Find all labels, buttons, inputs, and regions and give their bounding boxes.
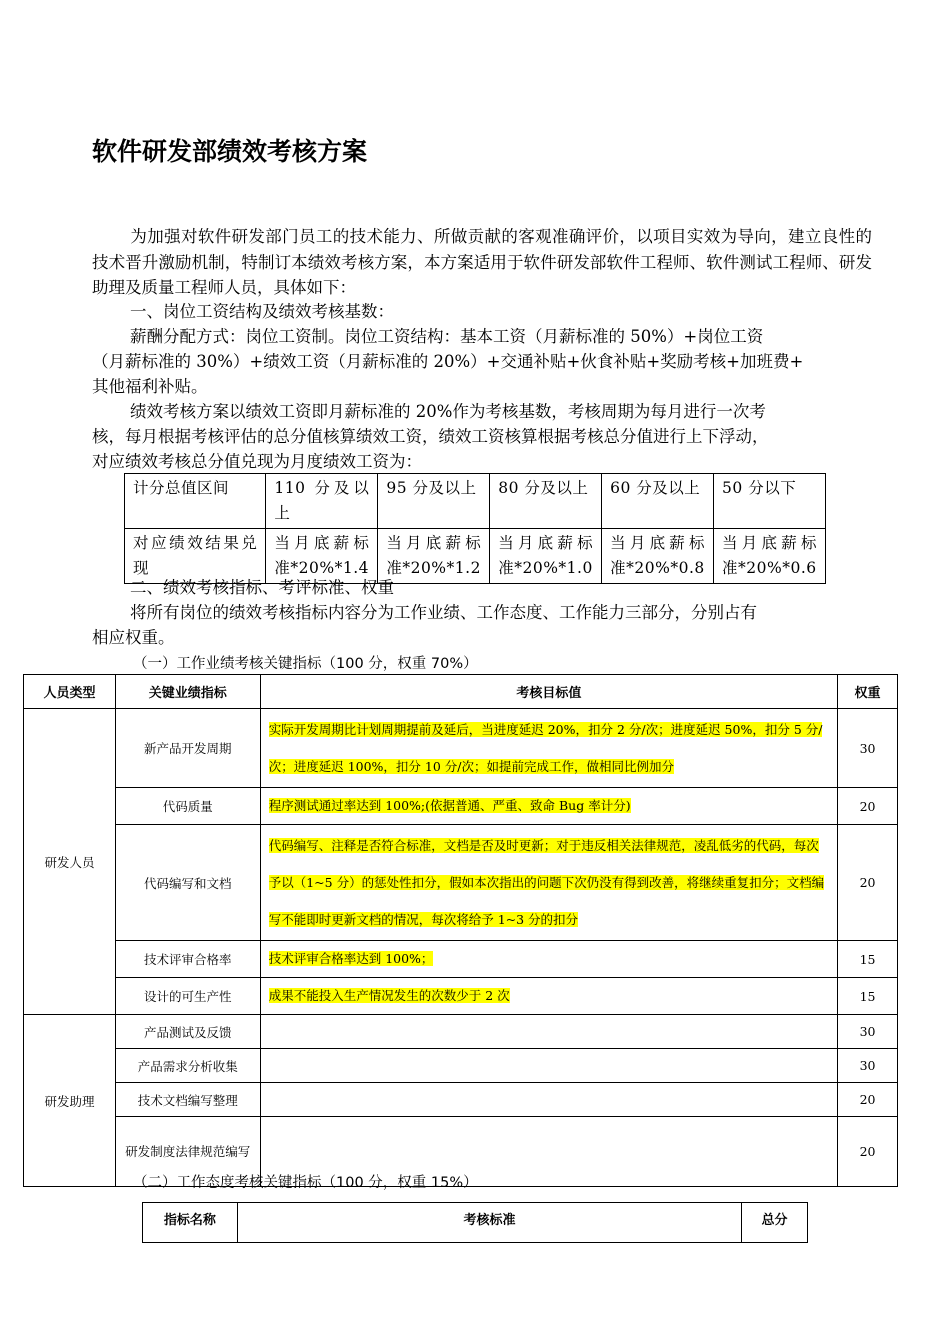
target-cell: 代码编写、注释是否符合标准，文档是否及时更新；对于违反相关法律规范，凌乱低劣的代码，每次予以（1~5 分）的惩处性扣分，假如本次指出的问题下次仍没有得到改善，将继续重复扣分；文档编写不能即时更新文档的情况，每次将给予 1~3 分的扣分 <box>260 825 837 941</box>
base-line-1: 绩效考核方案以绩效工资即月薪标准的 20%作为考核基数，考核周期为每月进行一次考 <box>130 402 766 421</box>
table-row <box>24 825 898 941</box>
split-line-2: 相应权重。 <box>92 628 175 647</box>
weight-cell: 20 <box>838 788 898 825</box>
base-line-3: 对应绩效考核总分值兑现为月度绩效工资为： <box>92 452 422 471</box>
row-label: 计分总值区间 <box>125 474 266 529</box>
table-row <box>24 709 898 788</box>
subsection-2-heading: （二）工作态度考核关键指标（100 分，权重 15%） <box>133 1175 478 1191</box>
score-range-cell: 110 分及以上 <box>266 474 378 529</box>
target-cell: 实际开发周期比计划周期提前及延后，当进度延迟 20%，扣分 2 分/次；进度延迟 50%，扣分 5 分/次；进度延迟 100%，扣分 10 分/次；如提前完成工作，做相同比例加分 <box>260 709 837 788</box>
weight-cell: 30 <box>838 1049 898 1083</box>
header-cell: 总分 <box>742 1203 808 1243</box>
personnel-type-cell: 研发助理 <box>24 1015 116 1187</box>
indicator-cell: 产品测试及反馈 <box>115 1015 260 1049</box>
indicator-cell: 代码质量 <box>115 788 260 825</box>
table-row <box>24 788 898 825</box>
intro-paragraph: 为加强对软件研发部门员工的技术能力、所做贡献的客观准确评价，以项目实效为导向，建立良性的技术晋升激励机制，特制订本绩效考核方案，本方案适用于软件研发部软件工程师、软件测试工程师、研发助理及质量工程师人员，具体如下： <box>92 227 872 297</box>
salary-line-1: 薪酬分配方式：岗位工资制。岗位工资结构：基本工资（月薪标准的 50%）+岗位工资 <box>130 327 764 346</box>
table-row <box>24 1049 898 1083</box>
document-title: 软件研发部绩效考核方案 <box>92 137 368 166</box>
indicator-cell: 技术文档编写整理 <box>115 1083 260 1117</box>
section-2-heading: 二、绩效考核指标、考评标准、权重 <box>130 578 394 597</box>
split-line-1: 将所有岗位的绩效考核指标内容分为工作业绩、工作态度、工作能力三部分，分别占有 <box>130 603 757 622</box>
indicator-cell: 设计的可生产性 <box>115 978 260 1015</box>
score-result-cell: 当月底薪标准*20%*1.2 <box>378 529 490 584</box>
header-cell: 人员类型 <box>24 675 116 709</box>
subsection-1-heading: （一）工作业绩考核关键指标（100 分，权重 70%） <box>133 656 478 672</box>
weight-cell: 30 <box>838 1015 898 1049</box>
target-cell: 成果不能投入生产情况发生的次数少于 2 次 <box>260 978 837 1015</box>
score-result-cell: 当月底薪标准*20%*1.0 <box>490 529 602 584</box>
score-result-cell: 当月底薪标准*20%*0.6 <box>714 529 826 584</box>
header-cell: 考核目标值 <box>260 675 837 709</box>
attitude-header-row <box>143 1203 808 1243</box>
indicator-cell: 研发制度法律规范编写 <box>115 1117 260 1187</box>
section-1-heading: 一、岗位工资结构及绩效考核基数： <box>130 302 394 321</box>
table-row <box>24 1083 898 1117</box>
kpi-header-row <box>24 675 898 709</box>
header-cell: 权重 <box>838 675 898 709</box>
header-cell: 考核标准 <box>237 1203 741 1243</box>
header-cell: 指标名称 <box>143 1203 238 1243</box>
target-cell: 技术评审合格率达到 100%； <box>260 941 837 978</box>
weight-cell: 20 <box>838 1117 898 1187</box>
target-cell <box>260 1083 837 1117</box>
attitude-table <box>142 1202 808 1243</box>
header-cell: 关键业绩指标 <box>115 675 260 709</box>
score-range-cell: 95 分及以上 <box>378 474 490 529</box>
score-result-cell: 当月底薪标准*20%*1.4 <box>266 529 378 584</box>
weight-cell: 15 <box>838 941 898 978</box>
score-range-cell: 50 分以下 <box>714 474 826 529</box>
score-conversion-table <box>124 473 826 584</box>
indicator-cell: 新产品开发周期 <box>115 709 260 788</box>
table-row <box>24 978 898 1015</box>
salary-line-2: （月薪标准的 30%）+绩效工资（月薪标准的 20%）+交通补贴+伙食补贴+奖励考核+加班费+ <box>92 352 804 371</box>
score-range-cell: 80 分及以上 <box>490 474 602 529</box>
row-label: 对应绩效结果兑现 <box>125 529 266 584</box>
target-cell <box>260 1049 837 1083</box>
salary-line-3: 其他福利补贴。 <box>92 377 208 396</box>
weight-cell: 20 <box>838 1083 898 1117</box>
personnel-type-cell: 研发人员 <box>24 709 116 1015</box>
target-cell: 程序测试通过率达到 100%;(依据普通、严重、致命 Bug 率计分) <box>260 788 837 825</box>
weight-cell: 15 <box>838 978 898 1015</box>
score-range-row <box>125 474 826 529</box>
indicator-cell: 技术评审合格率 <box>115 941 260 978</box>
table-row <box>24 1015 898 1049</box>
indicator-cell: 代码编写和文档 <box>115 825 260 941</box>
base-line-2: 核，每月根据考核评估的总分值核算绩效工资，绩效工资核算根据考核总分值进行上下浮动， <box>92 427 769 446</box>
weight-cell: 20 <box>838 825 898 941</box>
weight-cell: 30 <box>838 709 898 788</box>
kpi-table <box>23 674 898 1187</box>
score-result-cell: 当月底薪标准*20%*0.8 <box>602 529 714 584</box>
score-range-cell: 60 分及以上 <box>602 474 714 529</box>
table-row <box>24 941 898 978</box>
target-cell <box>260 1015 837 1049</box>
indicator-cell: 产品需求分析收集 <box>115 1049 260 1083</box>
